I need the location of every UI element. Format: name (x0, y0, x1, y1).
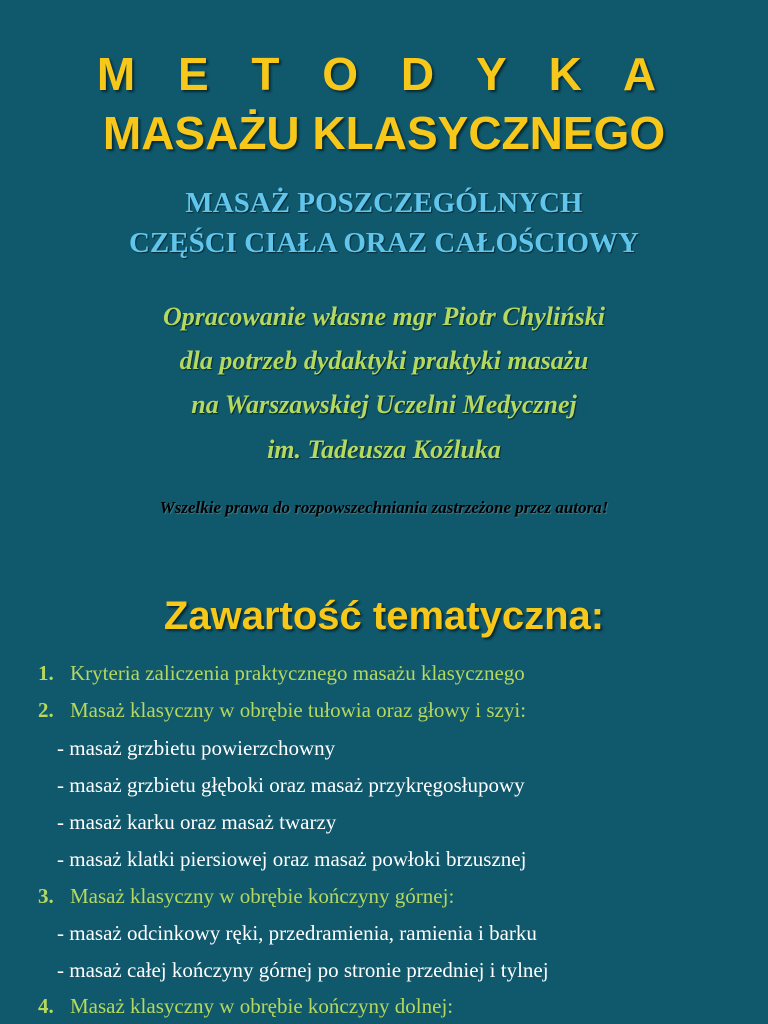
toc-item-4 (0, 992, 768, 1020)
credit-line-2: dla potrzeb dydaktyki praktyki masażu (179, 346, 589, 375)
toc-item-text: Masaż klasyczny w obrębie kończyny górnej: (70, 884, 455, 908)
toc-item-number: 3. (38, 884, 54, 908)
credit-line-1: Opracowanie własne mgr Piotr Chyliński (162, 302, 606, 331)
toc-subitem: - masaż karku oraz masaż twarzy (57, 810, 337, 834)
title-line-1: M E T O D Y K A (96, 48, 672, 100)
credit-line-3: na Warszawskiej Uczelni Medycznej (191, 390, 577, 419)
toc-subitem: - masaż grzbietu powierzchowny (57, 736, 336, 760)
toc-subitem: - masaż grzbietu głęboki oraz masaż przykręgosłupowy (57, 773, 525, 797)
toc-subitem: - masaż odcinkowy ręki, przedramienia, ramienia i barku (57, 921, 537, 945)
toc-item-number: 1. (38, 661, 54, 685)
toc-item-2 (0, 696, 768, 724)
title-line-2: MASAŻU KLASYCZNEGO (102, 107, 666, 159)
toc-item-number: 4. (38, 994, 54, 1018)
toc-item-number: 2. (38, 698, 54, 722)
toc-subitem: - masaż klatki piersiowej oraz masaż powłoki brzusznej (57, 847, 527, 871)
rights-notice: Wszelkie prawa do rozpowszechniania zastrzeżone przez autora! (159, 498, 609, 517)
subtitle-line-1: MASAŻ POSZCZEGÓLNYCH (185, 187, 583, 219)
toc-item-3 (0, 882, 768, 910)
toc-item-text: Kryteria zaliczenia praktycznego masażu klasycznego (70, 661, 525, 685)
credit-line-4: im. Tadeusza Koźluka (267, 435, 501, 464)
toc-heading: Zawartość tematyczna: (163, 594, 605, 638)
toc-subitem: - masaż całej kończyny górnej po stronie przedniej i tylnej (57, 958, 549, 982)
subtitle-line-2: CZĘŚCI CIAŁA ORAZ CAŁOŚCIOWY (128, 227, 640, 259)
toc-item-text: Masaż klasyczny w obrębie kończyny dolnej: (70, 994, 454, 1018)
toc-item-text: Masaż klasyczny w obrębie tułowia oraz głowy i szyi: (70, 698, 527, 722)
toc-item-1 (0, 659, 768, 687)
